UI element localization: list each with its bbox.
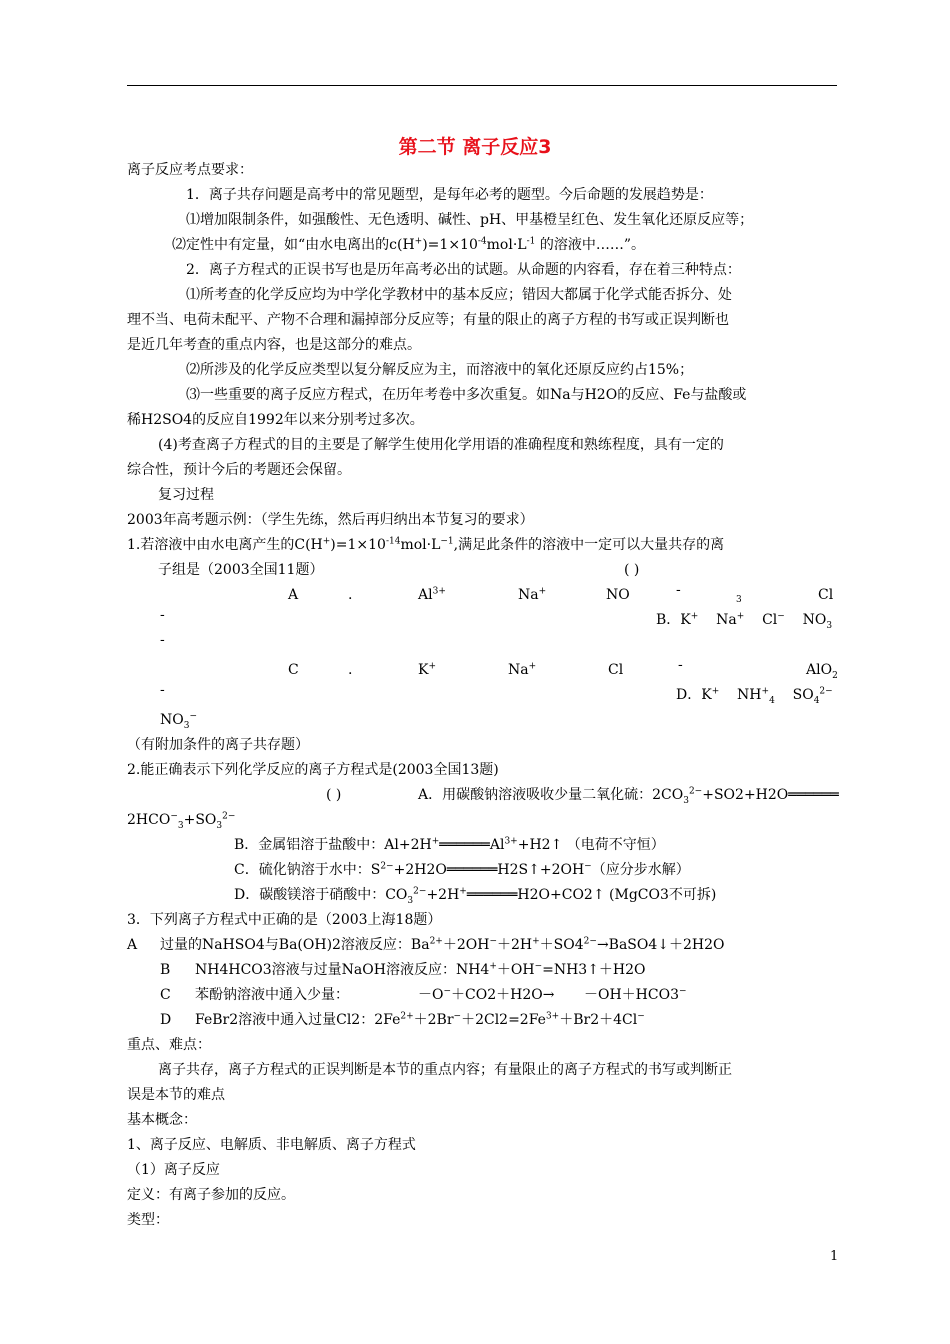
q3-option-c-eq: －O−＋CO2＋H2O→ [418, 986, 555, 1003]
q2-option-a: A．用碳酸钠溶液吸收少量二氧化硫：$2CO_3^{2-}+SO2+H2O══════$ [418, 786, 839, 806]
q1-option-a-al: $Al^{3+}$ [418, 586, 446, 603]
q3-option-d-label: D [160, 1012, 172, 1028]
q1-option-a-label: A [288, 587, 299, 603]
q1-option-b-minus: - [160, 632, 165, 648]
q3-option-b: NH4HCO3溶液与过量NaOH溶液反应：NH4+＋OH−=NH3↑＋H2O [195, 961, 646, 978]
concepts-item1: 1、离子反应、电解质、非电解质、离子方程式 [127, 1137, 416, 1153]
q1-option-c-alo2: AlO$_2$ [806, 662, 838, 681]
keypoints-line2: 误是本节的难点 [127, 1087, 225, 1103]
q1-option-a-minus: - [676, 582, 681, 598]
intro-p2b: ⑵所涉及的化学反应类型以复分解反应为主，而溶液中的氧化还原反应约占15%； [186, 362, 694, 378]
q2-answer-paren: ( ) [326, 787, 342, 803]
q2-option-c: C．硫化钠溶于水中：$S^{2-}+2H2O══════H2S↑+2OH^-$（应分步水解） [234, 861, 690, 878]
q1-option-a-dot: . [348, 587, 353, 603]
q1-option-a-cl-minus: - [160, 607, 165, 623]
intro-p2a-line3: 是近几年考查的重点内容，也是这部分的难点。 [127, 337, 421, 353]
intro-p1a: ⑴增加限制条件，如强酸性、无色透明、碱性、pH、甲基橙呈红色、发生氧化还原反应等； [186, 212, 754, 228]
q1-option-a-cl: Cl [818, 587, 834, 603]
intro-p2c-line1: ⑶一些重要的离子反应方程式，在历年考卷中多次重复。如Na与H2O的反应、Fe与盐酸或 [186, 387, 747, 403]
q1-option-c-na: Na+ [508, 661, 537, 678]
q1-note: （有附加条件的离子共存题） [127, 737, 309, 753]
q1-option-c-k: K+ [418, 661, 437, 678]
keypoints-heading: 重点、难点： [127, 1037, 211, 1053]
q1-option-d-no3: $NO_3^-$ [160, 711, 198, 731]
q2-option-a-line2: $2HCO^-_3+SO_3^{2-}$ [127, 811, 236, 831]
q2-option-d: D．碳酸镁溶于硝酸中：$CO_3^{2-}+2H^+══════H2O+CO2↑$ (MgCO3不可拆) [234, 886, 717, 906]
intro-p2a-line2: 理不当、电荷未配平、产物不合理和漏掉部分反应等；有量的限止的离子方程的书写或正误判断也 [127, 312, 729, 328]
q2-stem: 2.能正确表示下列化学反应的离子方程式是(2003全国13题) [127, 762, 499, 778]
q1-option-a-na: Na+ [518, 586, 547, 603]
concepts-sub1: （1）离子反应 [127, 1162, 220, 1178]
review-heading: 复习过程 [158, 487, 214, 503]
page-number: 1 [830, 1249, 839, 1264]
q1-option-c-cl: Cl [608, 662, 624, 678]
intro-p1: 1．离子共存问题是高考中的常见题型，是每年必考的题型。今后命题的发展趋势是： [186, 187, 713, 203]
q1-option-a-sub3: 3 [736, 595, 742, 605]
q3-option-a-label: A [127, 937, 138, 953]
concepts-type: 类型： [127, 1212, 169, 1228]
intro-p2d-line2: 综合性，预计今后的考题还会保留。 [127, 462, 351, 478]
q1-option-a-no: NO [606, 587, 630, 603]
intro-p2d-line1: (4)考查离子方程式的目的主要是了解学生使用化学用语的准确程度和熟练程度，具有一定的 [158, 437, 724, 453]
q3-option-c-label: C [160, 987, 171, 1003]
intro-heading: 离子反应考点要求： [127, 162, 253, 178]
keypoints-line1: 离子共存，离子方程式的正误判断是本节的重点内容；有量限止的离子方程式的书写或判断正 [158, 1062, 732, 1078]
q3-option-a: 过量的NaHSO4与Ba(OH)2溶液反应：$Ba^{2+}+2OH^-+2H^++SO4^{2-}\to BaSO4↓+2H2O$ [160, 936, 725, 953]
q1-option-c-label: C [288, 662, 299, 678]
q3-option-d: FeBr2溶液中通入过量Cl2：$2Fe^{2+}+2Br^-+2Cl2=2Fe^{3+}+Br2+4Cl^-$ [195, 1011, 645, 1028]
q1-stem: 1.若溶液中由水电离产生的$C(H^+)=1\times 10^{-14}mol\cdot L^{-1}$,满足此条件的溶液中一定可以大量共存的离 [127, 536, 725, 553]
q3-option-c-product: －OH＋HCO3− [584, 986, 687, 1003]
concepts-heading: 基本概念： [127, 1112, 197, 1128]
q2-option-b: B．金属铝溶于盐酸中：$Al+2H^+══════Al^{3+}+H2↑$ （电荷不守恒） [234, 836, 665, 853]
q1-option-b: B．K+ Na+ Cl− $NO_3$ [656, 611, 833, 631]
q1-option-c-dot: . [348, 662, 353, 678]
q1-answer-paren: ( ) [624, 562, 640, 578]
header-rule [127, 85, 837, 86]
intro-p2a-line1: ⑴所考查的化学反应均为中学化学教材中的基本反应；错因大都属于化学式能否拆分、处 [186, 287, 732, 303]
q3-option-b-label: B [160, 962, 171, 978]
q3-option-c: 苯酚钠溶液中通入少量： [195, 987, 349, 1003]
q1-option-c-cl-minus: - [678, 657, 683, 673]
q1-option-d: D．K+ $NH^+_4$ $SO_4^{2-}$ [676, 686, 833, 706]
intro-p1b: ⑵定性中有定量，如“由水电离出的$c(H^+)=1\times 10^{-4}mol\cdot L^{-1}$ 的溶液中……”。 [172, 236, 645, 253]
intro-p2c-line2: 稀H2SO4的反应自1992年以来分别考过多次。 [127, 412, 424, 428]
q1-stem-line2: 子组是（2003全国11题） [158, 562, 324, 578]
intro-p2: 2．离子方程式的正误书写也是历年高考必出的试题。从命题的内容看，存在着三种特点： [186, 262, 741, 278]
q1-option-c-alo2-minus: - [160, 682, 165, 698]
page-title: 第二节 离子反应3 [398, 136, 552, 158]
q3-stem: 3．下列离子方程式中正确的是（2003上海18题） [127, 912, 442, 928]
review-example: 2003年高考题示例：（学生先练，然后再归纳出本节复习的要求） [127, 512, 534, 528]
concepts-definition: 定义：有离子参加的反应。 [127, 1187, 295, 1203]
